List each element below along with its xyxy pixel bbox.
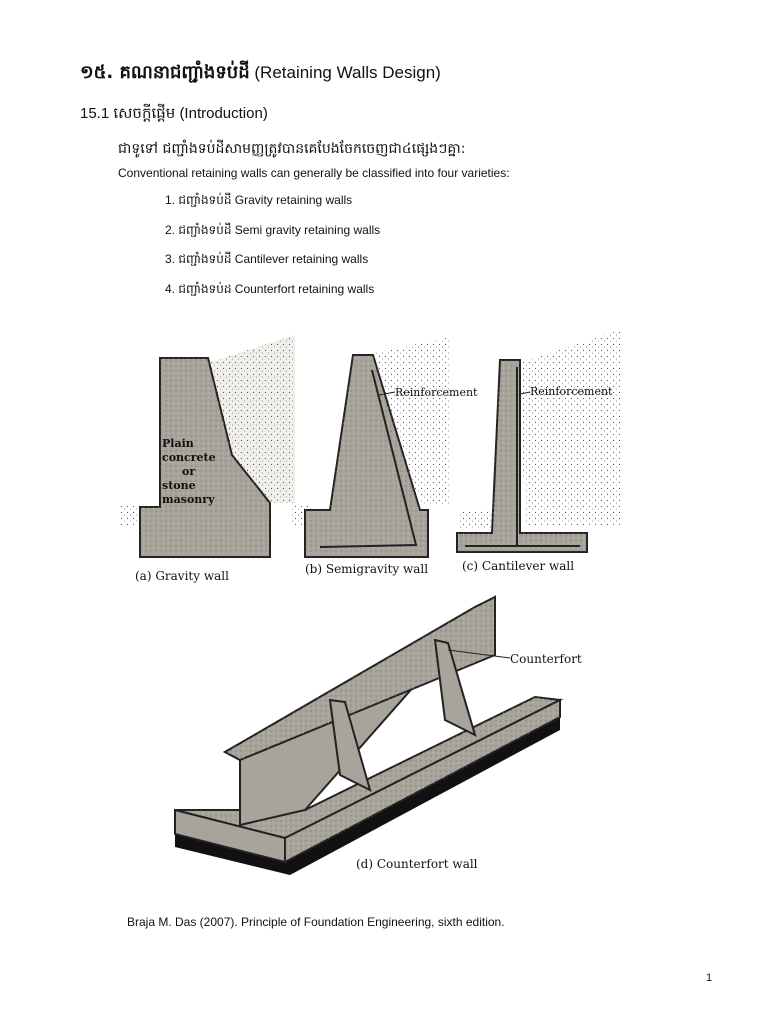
page-title — [80, 60, 441, 87]
caption-cantilever-wall: (c) Cantilever wall — [462, 559, 575, 573]
retaining-walls-diagram — [120, 325, 640, 885]
counterfort-wall-diagram — [175, 597, 582, 875]
reinforcement-label: Reinforcement — [395, 386, 478, 399]
section-title-english: (Introduction) — [179, 105, 268, 122]
varieties-list — [165, 192, 380, 310]
caption-counterfort-wall: (d) Counterfort wall — [356, 857, 478, 871]
list-item: 2. ជញ្ជាំងទប់ដី Semi gravity retaining walls — [165, 222, 381, 237]
material-label-line: Plain — [162, 437, 194, 450]
material-label-line: or — [182, 465, 196, 478]
caption-semigravity-wall: (b) Semigravity wall — [305, 562, 429, 576]
retaining-walls-figure — [120, 325, 640, 885]
title-khmer: ១៥. គណនាជញ្ជាំងទប់ដី — [80, 62, 250, 83]
material-label-line: concrete — [162, 451, 216, 464]
section-number: 15.1 — [80, 105, 110, 122]
intro-khmer: ជាទូទៅ ជញ្ជាំងទប់ដីសាមញ្ញត្រូវបានគេបែងចែកចេញជា៤ផ្សេងៗគ្នា: — [118, 141, 466, 157]
caption-gravity-wall: (a) Gravity wall — [135, 569, 229, 583]
section-heading — [80, 104, 268, 126]
reinforcement-label: Reinforcement — [530, 385, 613, 398]
list-item: 4. ជញ្ជាំងទប់ដ Counterfort retaining walls — [165, 281, 375, 296]
cantilever-wall-diagram — [457, 330, 620, 573]
front-ground-soil — [458, 511, 492, 530]
semigravity-wall-diagram — [290, 337, 478, 576]
page-number: 1 — [706, 972, 713, 984]
material-label-line: stone — [162, 479, 196, 492]
list-item: 1. ជញ្ជាំងទប់ដី Gravity retaining walls — [165, 193, 353, 207]
list-item: 3. ជញ្ជាំងទប់ដី Cantilever retaining walls — [165, 252, 369, 266]
front-ground-soil — [120, 505, 140, 525]
section-title-khmer: សេចក្ដីផ្ដើម — [113, 104, 176, 122]
citation: Braja M. Das (2007). Principle of Foundation Engineering, sixth edition. — [127, 915, 505, 929]
intro-english: Conventional retaining walls can generally be classified into four varieties: — [118, 166, 510, 180]
counterfort-label: Counterfort — [510, 652, 582, 666]
material-label-line: masonry — [162, 493, 215, 506]
gravity-wall-diagram — [120, 335, 295, 583]
title-english: (Retaining Walls Design) — [254, 63, 441, 82]
backfill-soil — [520, 330, 620, 525]
